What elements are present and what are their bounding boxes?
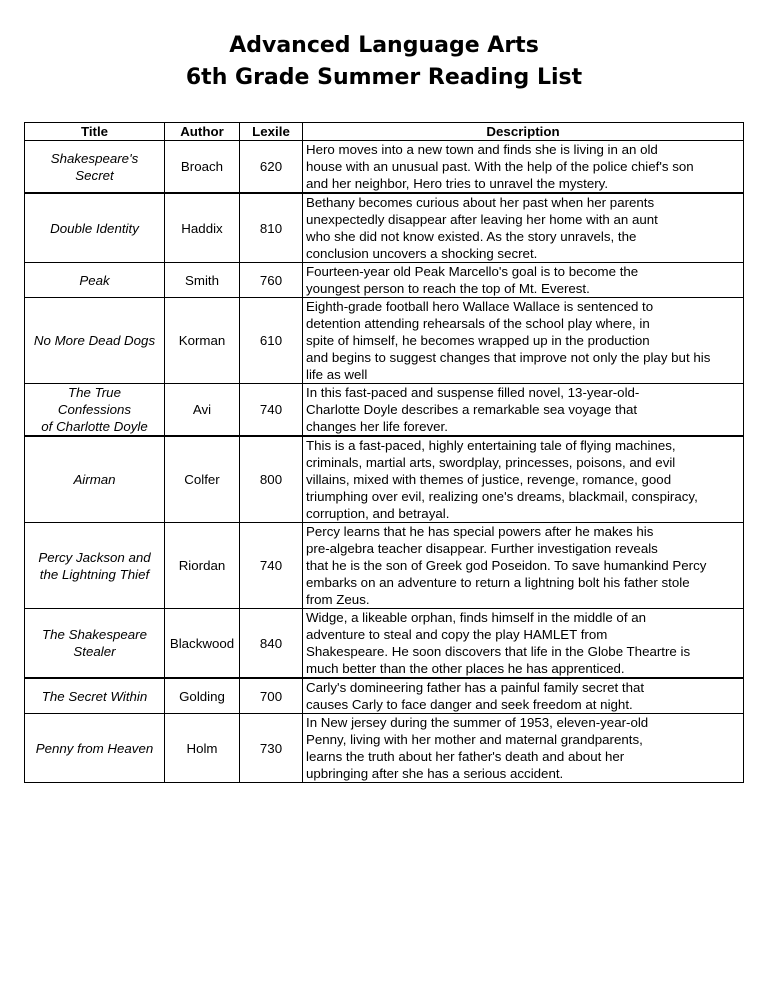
table-row: [25, 678, 744, 714]
book-description: Widge, a likeable orphan, finds himself in the middle of an adventure to steal and copy the play HAMLET from Shakespeare. He soon discovers that life in the Globe Theartre is much better than the other places he has apprenticed.: [303, 609, 744, 679]
book-title: Airman: [25, 436, 165, 523]
book-author: Holm: [165, 714, 240, 783]
book-title: The Secret Within: [25, 678, 165, 714]
book-description: Carly's domineering father has a painful family secret that causes Carly to face danger and seek freedom at night.: [303, 678, 744, 714]
title-line-1: Advanced Language Arts: [229, 33, 539, 58]
book-lexile: 740: [240, 523, 303, 609]
book-description: Bethany becomes curious about her past when her parents unexpectedly disappear after leaving her home with an aunt who she did not know existed. As the story unravels, the conclusion uncovers a shocking secret.: [303, 193, 744, 263]
table-row: [25, 609, 744, 679]
table-row: [25, 193, 744, 263]
book-description: In New jersey during the summer of 1953, eleven-year-old Penny, living with her mother and maternal grandparents, learns the truth about her father's death and about her upbringing after she has a serious accident.: [303, 714, 744, 783]
book-description: Fourteen-year old Peak Marcello's goal is to become the youngest person to reach the top of Mt. Everest.: [303, 263, 744, 298]
table-row: [25, 714, 744, 783]
table-row: [25, 384, 744, 437]
column-header-lexile: Lexile: [240, 123, 303, 141]
book-author: Colfer: [165, 436, 240, 523]
book-description: This is a fast-paced, highly entertaining tale of flying machines, criminals, martial arts, swordplay, princesses, poisons, and evil villains, mixed with themes of justice, revenge, romance, good triumphing over evil, realizing one's dreams, blackmail, conspiracy, corruption, and betrayal.: [303, 436, 744, 523]
book-author: Smith: [165, 263, 240, 298]
book-lexile: 740: [240, 384, 303, 437]
book-description: Hero moves into a new town and finds she is living in an old house with an unusual past. With the help of the police chief's son and her neighbor, Hero tries to unravel the mystery.: [303, 141, 744, 194]
table-row: [25, 436, 744, 523]
book-author: Avi: [165, 384, 240, 437]
book-lexile: 730: [240, 714, 303, 783]
page-title: [0, 30, 768, 94]
book-lexile: 760: [240, 263, 303, 298]
book-author: Broach: [165, 141, 240, 194]
book-title: No More Dead Dogs: [25, 298, 165, 384]
table-row: [25, 263, 744, 298]
table-row: [25, 141, 744, 194]
column-header-description: Description: [303, 123, 744, 141]
book-lexile: 840: [240, 609, 303, 679]
table-header-row: [25, 123, 744, 141]
column-header-title: Title: [25, 123, 165, 141]
book-description: In this fast-paced and suspense filled novel, 13-year-old- Charlotte Doyle describes a remarkable sea voyage that changes her life forever.: [303, 384, 744, 437]
book-lexile: 800: [240, 436, 303, 523]
book-lexile: 700: [240, 678, 303, 714]
book-lexile: 810: [240, 193, 303, 263]
book-title: Shakespeare's Secret: [25, 141, 165, 194]
book-title: The True Confessions of Charlotte Doyle: [25, 384, 165, 437]
book-title: Peak: [25, 263, 165, 298]
column-header-author: Author: [165, 123, 240, 141]
book-lexile: 610: [240, 298, 303, 384]
book-title: Double Identity: [25, 193, 165, 263]
book-description: Percy learns that he has special powers after he makes his pre-algebra teacher disappear. Further investigation reveals that he is the son of Greek god Poseidon. To save humankind Percy embarks on an adventure to return a lightning bolt his father stole from Zeus.: [303, 523, 744, 609]
book-description: Eighth-grade football hero Wallace Wallace is sentenced to detention attending rehearsals of the school play where, in spite of himself, he becomes wrapped up in the production and begins to suggest changes that improve not only the play but his life as well: [303, 298, 744, 384]
book-title: The Shakespeare Stealer: [25, 609, 165, 679]
table-row: [25, 523, 744, 609]
book-author: Riordan: [165, 523, 240, 609]
book-title: Percy Jackson and the Lightning Thief: [25, 523, 165, 609]
table-row: [25, 298, 744, 384]
book-author: Blackwood: [165, 609, 240, 679]
book-author: Haddix: [165, 193, 240, 263]
book-lexile: 620: [240, 141, 303, 194]
book-author: Golding: [165, 678, 240, 714]
book-title: Penny from Heaven: [25, 714, 165, 783]
title-line-2: 6th Grade Summer Reading List: [185, 65, 583, 90]
book-author: Korman: [165, 298, 240, 384]
reading-list-table: [24, 122, 744, 783]
